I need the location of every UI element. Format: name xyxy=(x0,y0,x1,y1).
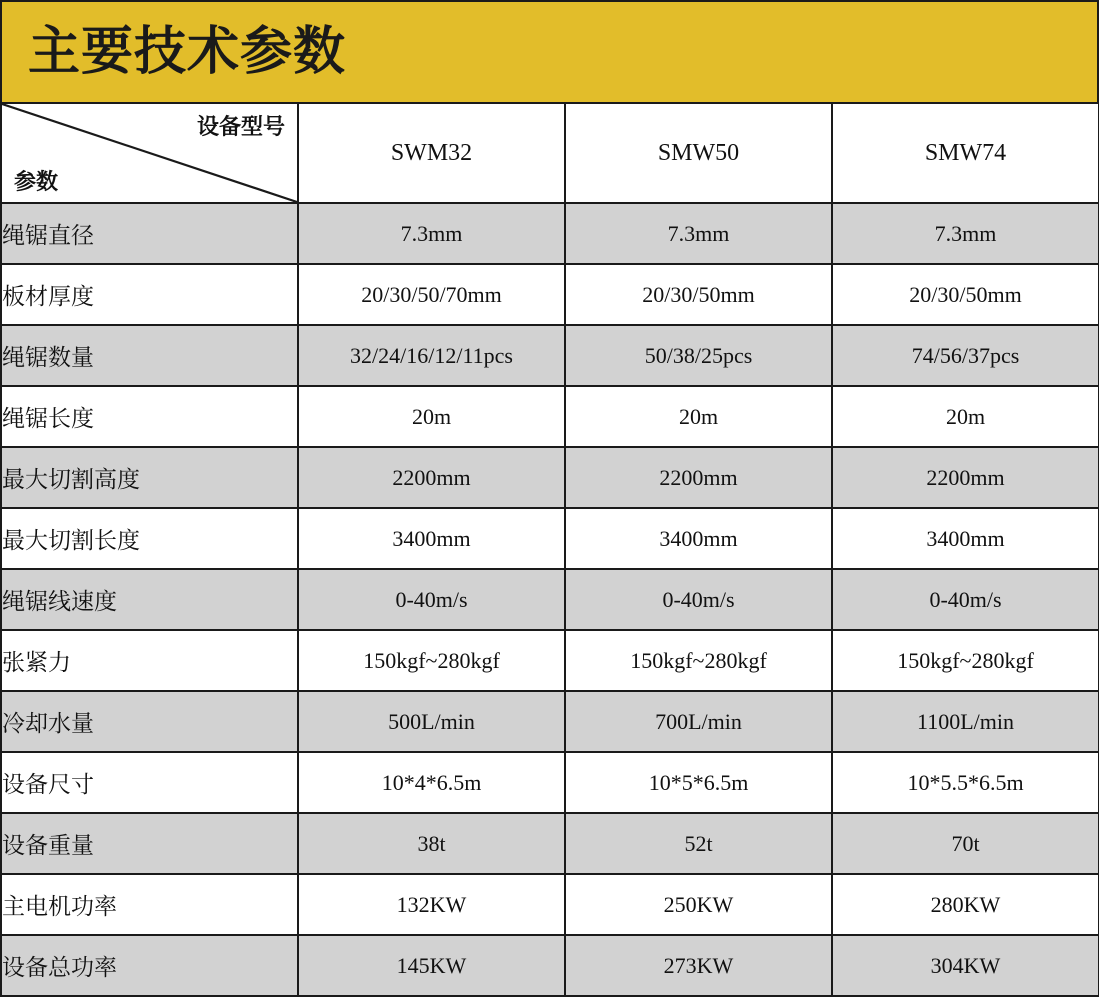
table-row xyxy=(1,447,1099,508)
row-value-1: 132KW xyxy=(298,874,565,935)
row-param: 绳锯直径 xyxy=(1,203,298,264)
header-model-2: SMW50 xyxy=(565,103,832,203)
header-model-3: SMW74 xyxy=(832,103,1099,203)
row-value-3: 1100L/min xyxy=(832,691,1099,752)
row-value-2: 20m xyxy=(565,386,832,447)
table-body xyxy=(1,203,1099,996)
row-value-1: 10*4*6.5m xyxy=(298,752,565,813)
table-row xyxy=(1,569,1099,630)
row-param: 设备重量 xyxy=(1,813,298,874)
row-value-2: 273KW xyxy=(565,935,832,996)
specifications-table xyxy=(0,102,1099,997)
table-row xyxy=(1,264,1099,325)
row-value-2: 2200mm xyxy=(565,447,832,508)
row-param: 最大切割高度 xyxy=(1,447,298,508)
row-value-1: 0-40m/s xyxy=(298,569,565,630)
row-value-1: 2200mm xyxy=(298,447,565,508)
row-value-2: 50/38/25pcs xyxy=(565,325,832,386)
table-row xyxy=(1,325,1099,386)
row-param: 张紧力 xyxy=(1,630,298,691)
row-value-3: 20m xyxy=(832,386,1099,447)
row-value-1: 20m xyxy=(298,386,565,447)
row-value-3: 2200mm xyxy=(832,447,1099,508)
row-value-3: 0-40m/s xyxy=(832,569,1099,630)
row-value-2: 0-40m/s xyxy=(565,569,832,630)
row-value-3: 20/30/50mm xyxy=(832,264,1099,325)
row-value-3: 10*5.5*6.5m xyxy=(832,752,1099,813)
row-value-3: 3400mm xyxy=(832,508,1099,569)
row-value-2: 250KW xyxy=(565,874,832,935)
row-param: 绳锯线速度 xyxy=(1,569,298,630)
row-value-2: 7.3mm xyxy=(565,203,832,264)
header-model-1: SWM32 xyxy=(298,103,565,203)
row-param: 绳锯长度 xyxy=(1,386,298,447)
table-row xyxy=(1,203,1099,264)
row-value-1: 20/30/50/70mm xyxy=(298,264,565,325)
table-row xyxy=(1,874,1099,935)
row-value-1: 150kgf~280kgf xyxy=(298,630,565,691)
row-value-1: 7.3mm xyxy=(298,203,565,264)
table-row xyxy=(1,508,1099,569)
table-row xyxy=(1,691,1099,752)
row-value-1: 145KW xyxy=(298,935,565,996)
table-row xyxy=(1,935,1099,996)
row-param: 绳锯数量 xyxy=(1,325,298,386)
page-title: 主要技术参数 xyxy=(28,22,347,82)
table-row xyxy=(1,630,1099,691)
row-param: 冷却水量 xyxy=(1,691,298,752)
row-value-2: 700L/min xyxy=(565,691,832,752)
row-value-2: 20/30/50mm xyxy=(565,264,832,325)
header-model-label: 设备型号 xyxy=(196,115,285,140)
row-value-3: 7.3mm xyxy=(832,203,1099,264)
row-value-1: 500L/min xyxy=(298,691,565,752)
row-value-2: 10*5*6.5m xyxy=(565,752,832,813)
row-param: 设备尺寸 xyxy=(1,752,298,813)
row-value-3: 304KW xyxy=(832,935,1099,996)
table-row xyxy=(1,813,1099,874)
row-value-1: 32/24/16/12/11pcs xyxy=(298,325,565,386)
row-param: 最大切割长度 xyxy=(1,508,298,569)
row-value-3: 74/56/37pcs xyxy=(832,325,1099,386)
row-value-3: 280KW xyxy=(832,874,1099,935)
row-value-2: 3400mm xyxy=(565,508,832,569)
row-value-1: 3400mm xyxy=(298,508,565,569)
row-value-2: 52t xyxy=(565,813,832,874)
header-param-label: 参数 xyxy=(14,170,59,195)
table-row xyxy=(1,752,1099,813)
table-row xyxy=(1,386,1099,447)
header-corner-cell xyxy=(1,103,298,203)
row-value-3: 70t xyxy=(832,813,1099,874)
row-param: 主电机功率 xyxy=(1,874,298,935)
row-value-2: 150kgf~280kgf xyxy=(565,630,832,691)
table-header-row xyxy=(1,103,1099,203)
row-param: 设备总功率 xyxy=(1,935,298,996)
row-param: 板材厚度 xyxy=(1,264,298,325)
row-value-1: 38t xyxy=(298,813,565,874)
title-banner xyxy=(0,0,1099,102)
row-value-3: 150kgf~280kgf xyxy=(832,630,1099,691)
